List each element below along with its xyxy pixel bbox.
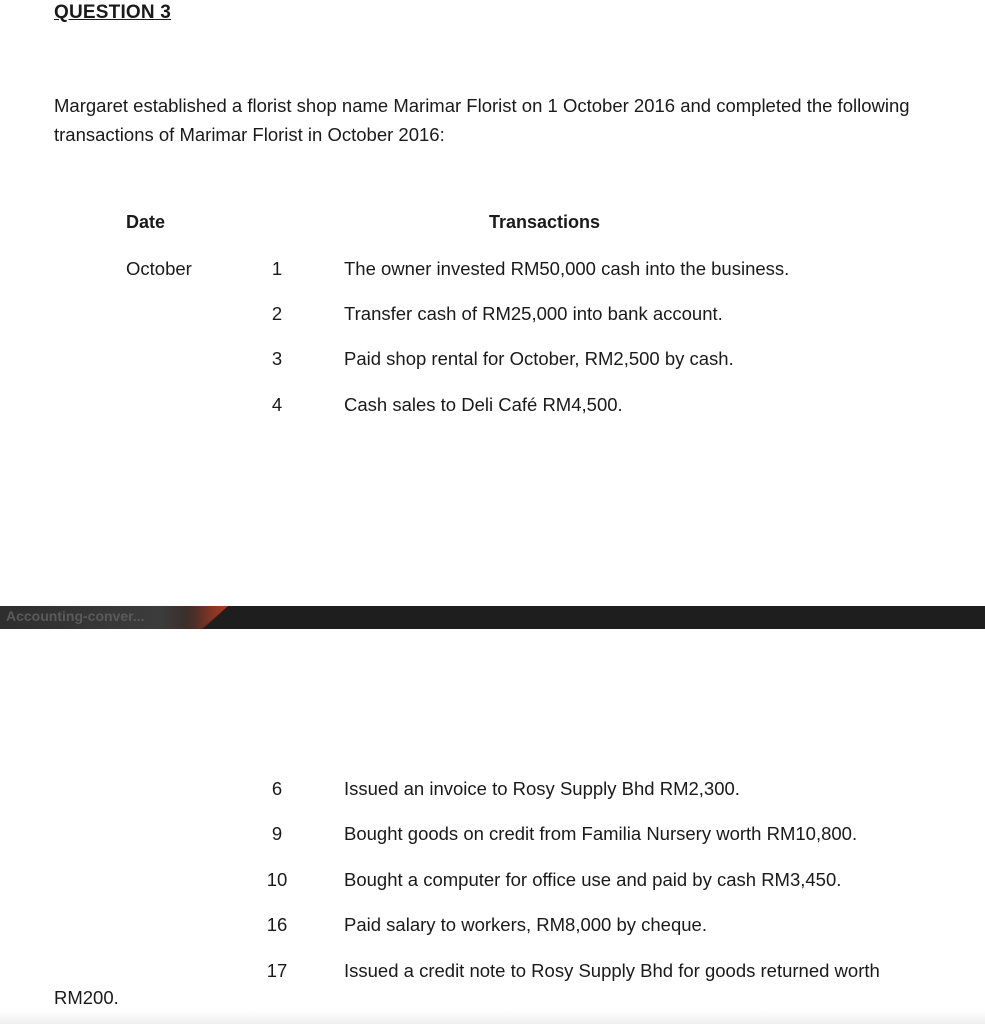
transaction-day: 16 <box>266 914 288 935</box>
transaction-day: 10 <box>266 869 288 890</box>
transaction-text: Issued a credit note to Rosy Supply Bhd for goods returned worth <box>344 960 880 981</box>
transaction-text: Issued an invoice to Rosy Supply Bhd RM2,300. <box>344 778 740 799</box>
date-column-header: Date <box>126 212 166 232</box>
document-viewer-bar[interactable] <box>0 606 985 629</box>
transaction-text: The owner invested RM50,000 cash into the business. <box>344 258 790 279</box>
transaction-text: Cash sales to Deli Café RM4,500. <box>344 394 623 415</box>
question-heading: QUESTION 3 <box>54 2 172 23</box>
transaction-text: Bought a computer for office use and paid by cash RM3,450. <box>344 869 842 890</box>
transaction-text: Transfer cash of RM25,000 into bank account. <box>344 303 723 324</box>
transaction-day: 3 <box>271 348 283 369</box>
transaction-text: Paid shop rental for October, RM2,500 by cash. <box>344 348 734 369</box>
transaction-text: Bought goods on credit from Familia Nursery worth RM10,800. <box>344 823 858 844</box>
transaction-text: Paid salary to workers, RM8,000 by cheque. <box>344 914 707 935</box>
transactions-column-header: Transactions <box>489 212 601 232</box>
tab-accent-stripe <box>186 606 228 629</box>
transaction-day: 6 <box>271 778 283 799</box>
document-tab-title[interactable]: Accounting-conver... <box>6 608 145 624</box>
month-label: October <box>126 258 192 279</box>
transaction-continuation: RM200. <box>54 987 119 1008</box>
intro-paragraph: Margaret established a florist shop name Marimar Florist on 1 October 2016 and completed the following transactions of Marimar Florist in October 2016: <box>54 95 910 145</box>
transaction-day: 2 <box>271 303 283 324</box>
transaction-day: 17 <box>266 960 288 981</box>
page-edge-shadow <box>0 1010 985 1024</box>
transaction-day: 4 <box>271 394 283 415</box>
transaction-day: 1 <box>271 258 283 279</box>
transaction-day: 9 <box>271 823 283 844</box>
